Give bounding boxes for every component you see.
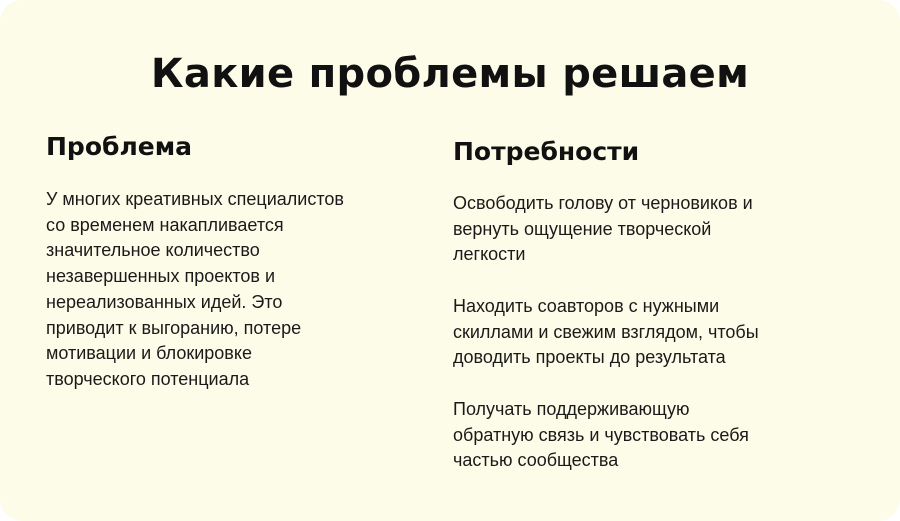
need-item: Находить соавторов с нужными скиллами и свежим взглядом, чтобы доводить проекты до результата [453, 296, 759, 368]
need-item: Освободить голову от черновиков и вернуть ощущение творческой легкости [453, 193, 753, 265]
needs-heading: Потребности [453, 137, 640, 166]
problem-text: У многих креативных специалистов со временем накапливается значительное количество незавершенных проектов и нереализованных идей. Это приводит к выгоранию, потере мотивации и блокировке творческого потенциала [46, 189, 344, 389]
problem-heading: Проблема [46, 132, 193, 161]
need-item: Получать поддерживающую обратную связь и чувствовать себя частью сообщества [453, 399, 749, 471]
slide-title: Какие проблемы решаем [150, 51, 750, 97]
